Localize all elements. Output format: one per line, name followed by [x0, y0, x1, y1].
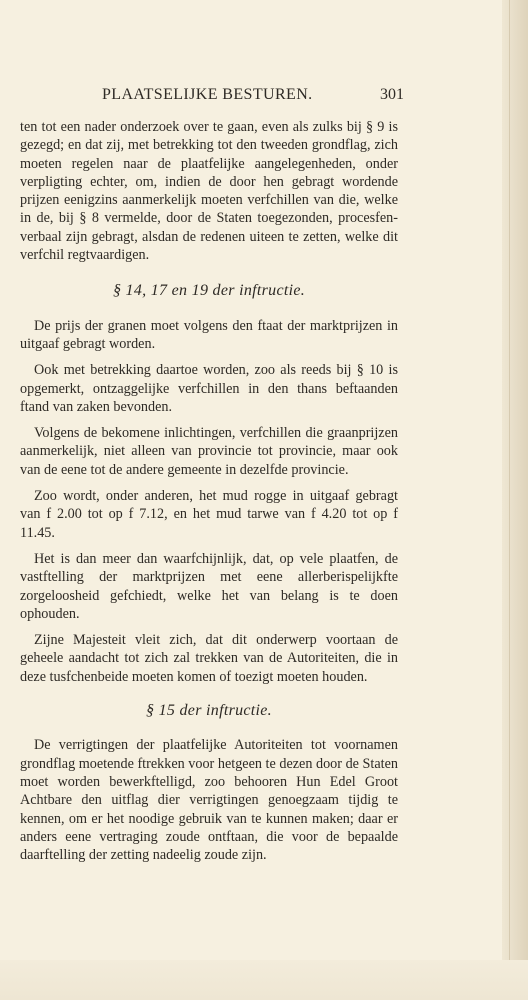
paragraph-rye-wheat-prices: Zoo wordt, onder anderen, het mud rogge in uitgaaf gebragt van f 2.00 tot op f 7.12, en het mud tarwe van f 4.20 tot op f 11.45.: [20, 488, 398, 541]
paragraph-local-authorities: De verrigtingen der plaatfelijke Autoriteiten tot voornamen grondflag moetende ftrekken voor hetgeen te dezen door de Staten moet worden bewerkftelligd, zoo behooren Hun Edel Groot Achtbare den uitflag dier verrigtingen genoegzaam tijdig te kennen, om er het noodige gebruik van te kunnen maken; daar er anders eene vertraging zoude ontftaan, die voor de bepaalde daarftelling der zetting nadeelig zoude zijn.: [20, 737, 398, 864]
paragraph-majesty: Zijne Majesteit vleit zich, dat dit onderwerp voortaan de geheele aandacht tot zich zal trekken van de Autoriteiten, die in deze tusfchenbeide moeten komen of toezigt moeten houden.: [20, 632, 398, 685]
paragraph-differences: Ook met betrekking daartoe worden, zoo als reeds bij § 10 is opgemerkt, ontzaggelijke verfchillen in den thans beftaanden ftand van zaken bevonden.: [20, 362, 398, 415]
page-edge-line: [509, 0, 510, 1000]
body-text: [20, 118, 398, 872]
page-edge: [502, 0, 528, 1000]
section-heading-14-17-19: § 14, 17 en 19 der inftructie.: [112, 282, 306, 300]
page-bottom-margin: [0, 960, 528, 1000]
page-number: 301: [380, 86, 404, 103]
section-heading-15: § 15 der inftructie.: [146, 702, 272, 720]
paragraph-continued: ten tot een nader onderzoek over te gaan, even als zulks bij § 9 is gezegd; en dat zij, met betrekking tot den tweeden grondflag, zich moeten regelen naar de plaatfelijke aangelegenheden, onder verpligting echter, om, indien de door hen gebragt wordende prijzen eenigzins aanmerkelijk moeten verfchillen van die, welke in de, bij § 8 vermelde, door de Staten toegezonden, procesfen-verbaal zijn gebragt, alsdan de redenen uiteen te zetten, welke dit verfchil regtvaardigen.: [20, 119, 398, 264]
running-head: PLAATSELIJKE BESTUREN.: [102, 86, 313, 103]
paragraph-grain-price: De prijs der granen moet volgens den ftaat der marktprijzen in uitgaaf gebragt worden.: [20, 317, 398, 352]
paragraph-market-prices: Het is dan meer dan waarfchijnlijk, dat, op vele plaatfen, de vastftelling der marktprijzen met eene allerberispelijkfte zorgeloosheid gefchiedt, welke het van belang is te doen ophouden.: [20, 550, 398, 622]
paragraph-information: Volgens de bekomene inlichtingen, verfchillen die graanprijzen aanmerkelijk, niet alleen van provincie tot provincie, maar ook van de eene tot de andere gemeente in dezelfde provincie.: [20, 425, 398, 478]
